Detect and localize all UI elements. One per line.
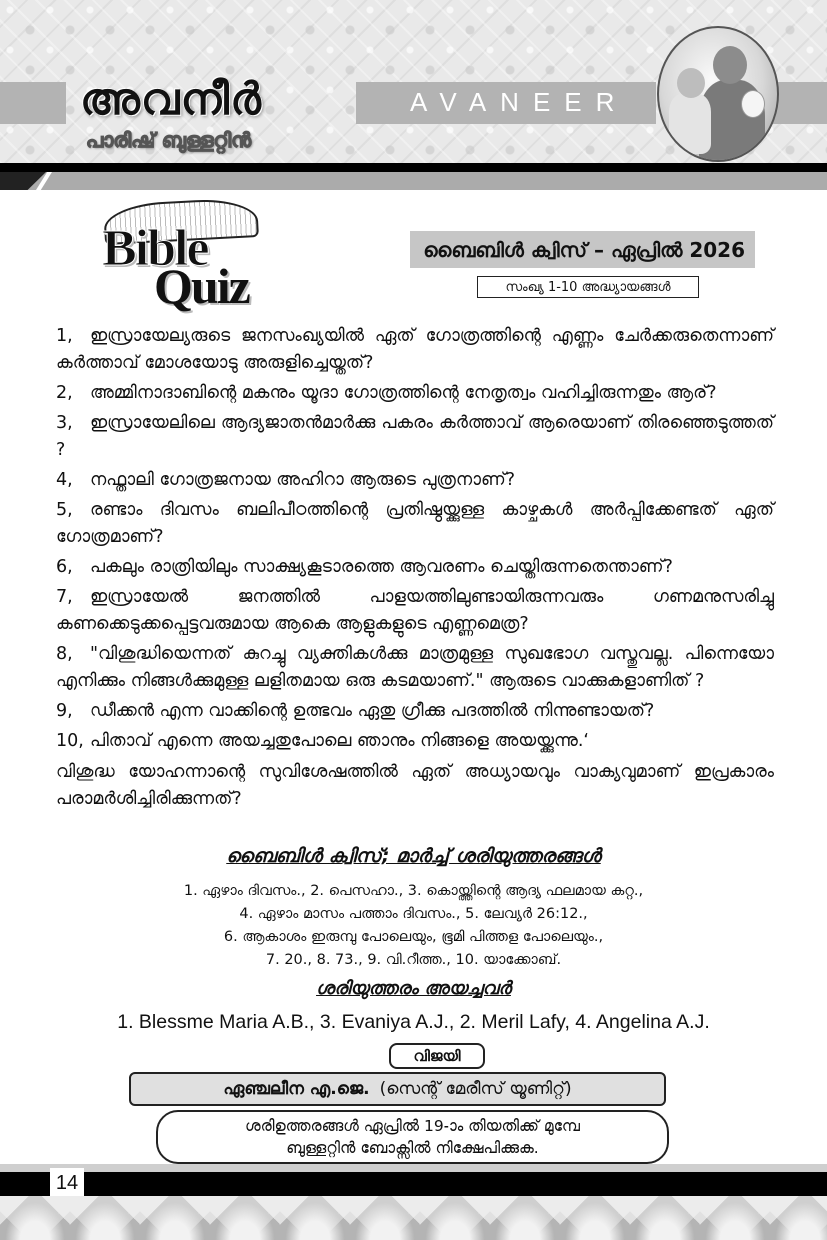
previous-answers-heading: ബൈബിൾ ക്വിസ്; മാർച്ച് ശരിയുത്തരങ്ങൾ bbox=[226, 845, 601, 867]
submission-notice bbox=[156, 1110, 669, 1164]
masthead-title-english: AVANEER bbox=[410, 87, 629, 117]
winner-box bbox=[129, 1072, 666, 1106]
question-item: 8, "വിശുദ്ധിയെന്നത് കുറച്ചു വ്യക്തികൾക്കു മാത്രമുള്ള സുഖഭോഗ വസ്തുവല്ല. പിന്നെയോ എനിക്കും നിങ്ങൾക്കുമുള്ള ലളിതമായ ഒരു കടമയാണ്." ആരുടെ വാക്കുകളാണിത് ? bbox=[56, 644, 774, 691]
answer-line: 1. ഏഴാം ദിവസം., 2. പെസഹാ., 3. കൊയ്ത്തിന്റെ ആദ്യ ഫലമായ കറ്റ., bbox=[183, 883, 644, 899]
question-item: 10, പിതാവ് എന്നെ അയച്ചതുപോലെ ഞാനും നിങ്ങളെ അയയ്ക്കുന്നു.‘ bbox=[56, 731, 589, 751]
header-band-left bbox=[0, 82, 66, 124]
bible-quiz-logo bbox=[98, 197, 268, 312]
winner-unit: (സെന്റ് മേരീസ് യൂണിറ്റ്) bbox=[379, 1079, 572, 1099]
header-divider-black bbox=[0, 163, 827, 172]
masthead-title-malayalam: അവനീർ bbox=[80, 74, 262, 125]
question-item: 3, ഇസ്രായേലിലെ ആദ്യജാതൻമാർക്കു പകരം കർത്താവ് ആരെയാണ് തിരഞ്ഞെടുത്തത് ? bbox=[56, 413, 774, 460]
submission-notice-line: ബുള്ളറ്റിൻ ബോക്സിൽ നിക്ഷേപിക്കുക. bbox=[286, 1139, 539, 1157]
quiz-title-banner bbox=[410, 231, 755, 268]
lily-flower-icon bbox=[741, 90, 765, 118]
senders-heading: ശരിയുത്തരം അയച്ചവർ bbox=[316, 978, 511, 999]
quiz-title: ബൈബിൾ ക്വിസ് – ഏപ്രിൽ 2026 bbox=[423, 237, 745, 262]
question-item: 7, ഇസ്രായേൽ ജനത്തിൽ പാളയത്തിലുണ്ടായിരുന്നവരും ഗണമനുസരിച്ചു കണക്കെടുക്കപ്പെട്ടവരുമായ ആകെ ആളുകളുടെ എണ്ണമെത്ര? bbox=[56, 587, 774, 634]
answer-line: 6. ആകാശം ഇരുമ്പു പോലെയും, ഭൂമി പിത്തള പോലെയും., bbox=[223, 929, 604, 945]
page-number: 14 bbox=[50, 1168, 84, 1198]
winner-label: വിജയി bbox=[389, 1043, 485, 1069]
saint-portrait-image bbox=[657, 26, 779, 162]
submission-notice-line: ശരിഉത്തരങ്ങൾ ഏപ്രിൽ 19-ാം തിയതിക്ക് മുമ്പേ bbox=[245, 1117, 580, 1135]
question-item: 1, ഇസ്രായേല്യരുടെ ജനസംഖ്യയിൽ ഏത് ഗോത്രത്തിന്റെ എണ്ണം ചേർക്കരുതെന്നാണ് കർത്താവ് മോശയോടു അരുളിച്ചെയ്തത്? bbox=[56, 326, 774, 373]
chapter-range-box: സംഖ്യ 1-10 അദ്ധ്യായങ്ങൾ bbox=[477, 276, 699, 298]
logo-word-bible: Bible bbox=[102, 220, 208, 277]
masthead bbox=[0, 0, 827, 163]
question-item: 6, പകലും രാത്രിയിലും സാക്ഷ്യകൂടാരത്തെ ആവരണം ചെയ്തിരുന്നതെന്താണ്? bbox=[56, 557, 673, 577]
question-item: 9, ഡീക്കൻ എന്ന വാക്കിന്റെ ഉത്ഭവം ഏതു ഗ്രീക്കു പദത്തിൽ നിന്നുണ്ടായത്? bbox=[56, 701, 655, 721]
answer-line: 7. 20., 8. 73., 9. വി.റീത്ത., 10. യാക്കോബ്. bbox=[265, 952, 562, 968]
footer-bar bbox=[0, 1172, 827, 1196]
question-item: 4, നഫ്താലി ഗോത്രജനായ അഹിറാ ആരുടെ പുത്രനാണ്? bbox=[56, 470, 516, 490]
question-item: 5, രണ്ടാം ദിവസം ബലിപീഠത്തിന്റെ പ്രതിഷ്ഠയ്ക്കുള്ള കാഴ്ചകൾ അർപ്പിക്കേണ്ടത് ഏത് ഗോത്രമാണ്? bbox=[56, 500, 774, 547]
footer-divider-grey bbox=[0, 1164, 827, 1172]
previous-answers-list bbox=[0, 880, 827, 972]
winner-name: ഏഞ്ചലീന എ.ജെ. bbox=[223, 1079, 370, 1099]
question-item: 2, അമ്മിനാദാബിന്റെ മകനും യൂദാ ഗോത്രത്തിന്റെ നേതൃത്വം വഹിച്ചിരുന്നതും ആര്? bbox=[56, 383, 717, 403]
senders-list: 1. Blessme Maria A.B., 3. Evaniya A.J., 2. Meril Lafy, 4. Angelina A.J. bbox=[117, 1011, 710, 1033]
footer-decorative-pattern bbox=[0, 1196, 827, 1240]
question-10-followup: വിശുദ്ധ യോഹന്നാന്റെ സുവിശേഷത്തിൽ ഏത് അധ്യായവും വാക്യവുമാണ് ഇപ്രകാരം പരാമർശിച്ചിരിക്കുന്നത്? bbox=[56, 762, 774, 809]
answer-line: 4. ഏഴാം മാസം പത്താം ദിവസം., 5. ലേവ്യർ 26:12., bbox=[239, 906, 588, 922]
question-list bbox=[56, 323, 774, 816]
masthead-subtitle: പാരിഷ് ബുള്ളറ്റിൻ bbox=[86, 128, 251, 152]
header-divider-grey bbox=[0, 172, 827, 190]
logo-word-quiz: Quiz bbox=[154, 258, 249, 314]
